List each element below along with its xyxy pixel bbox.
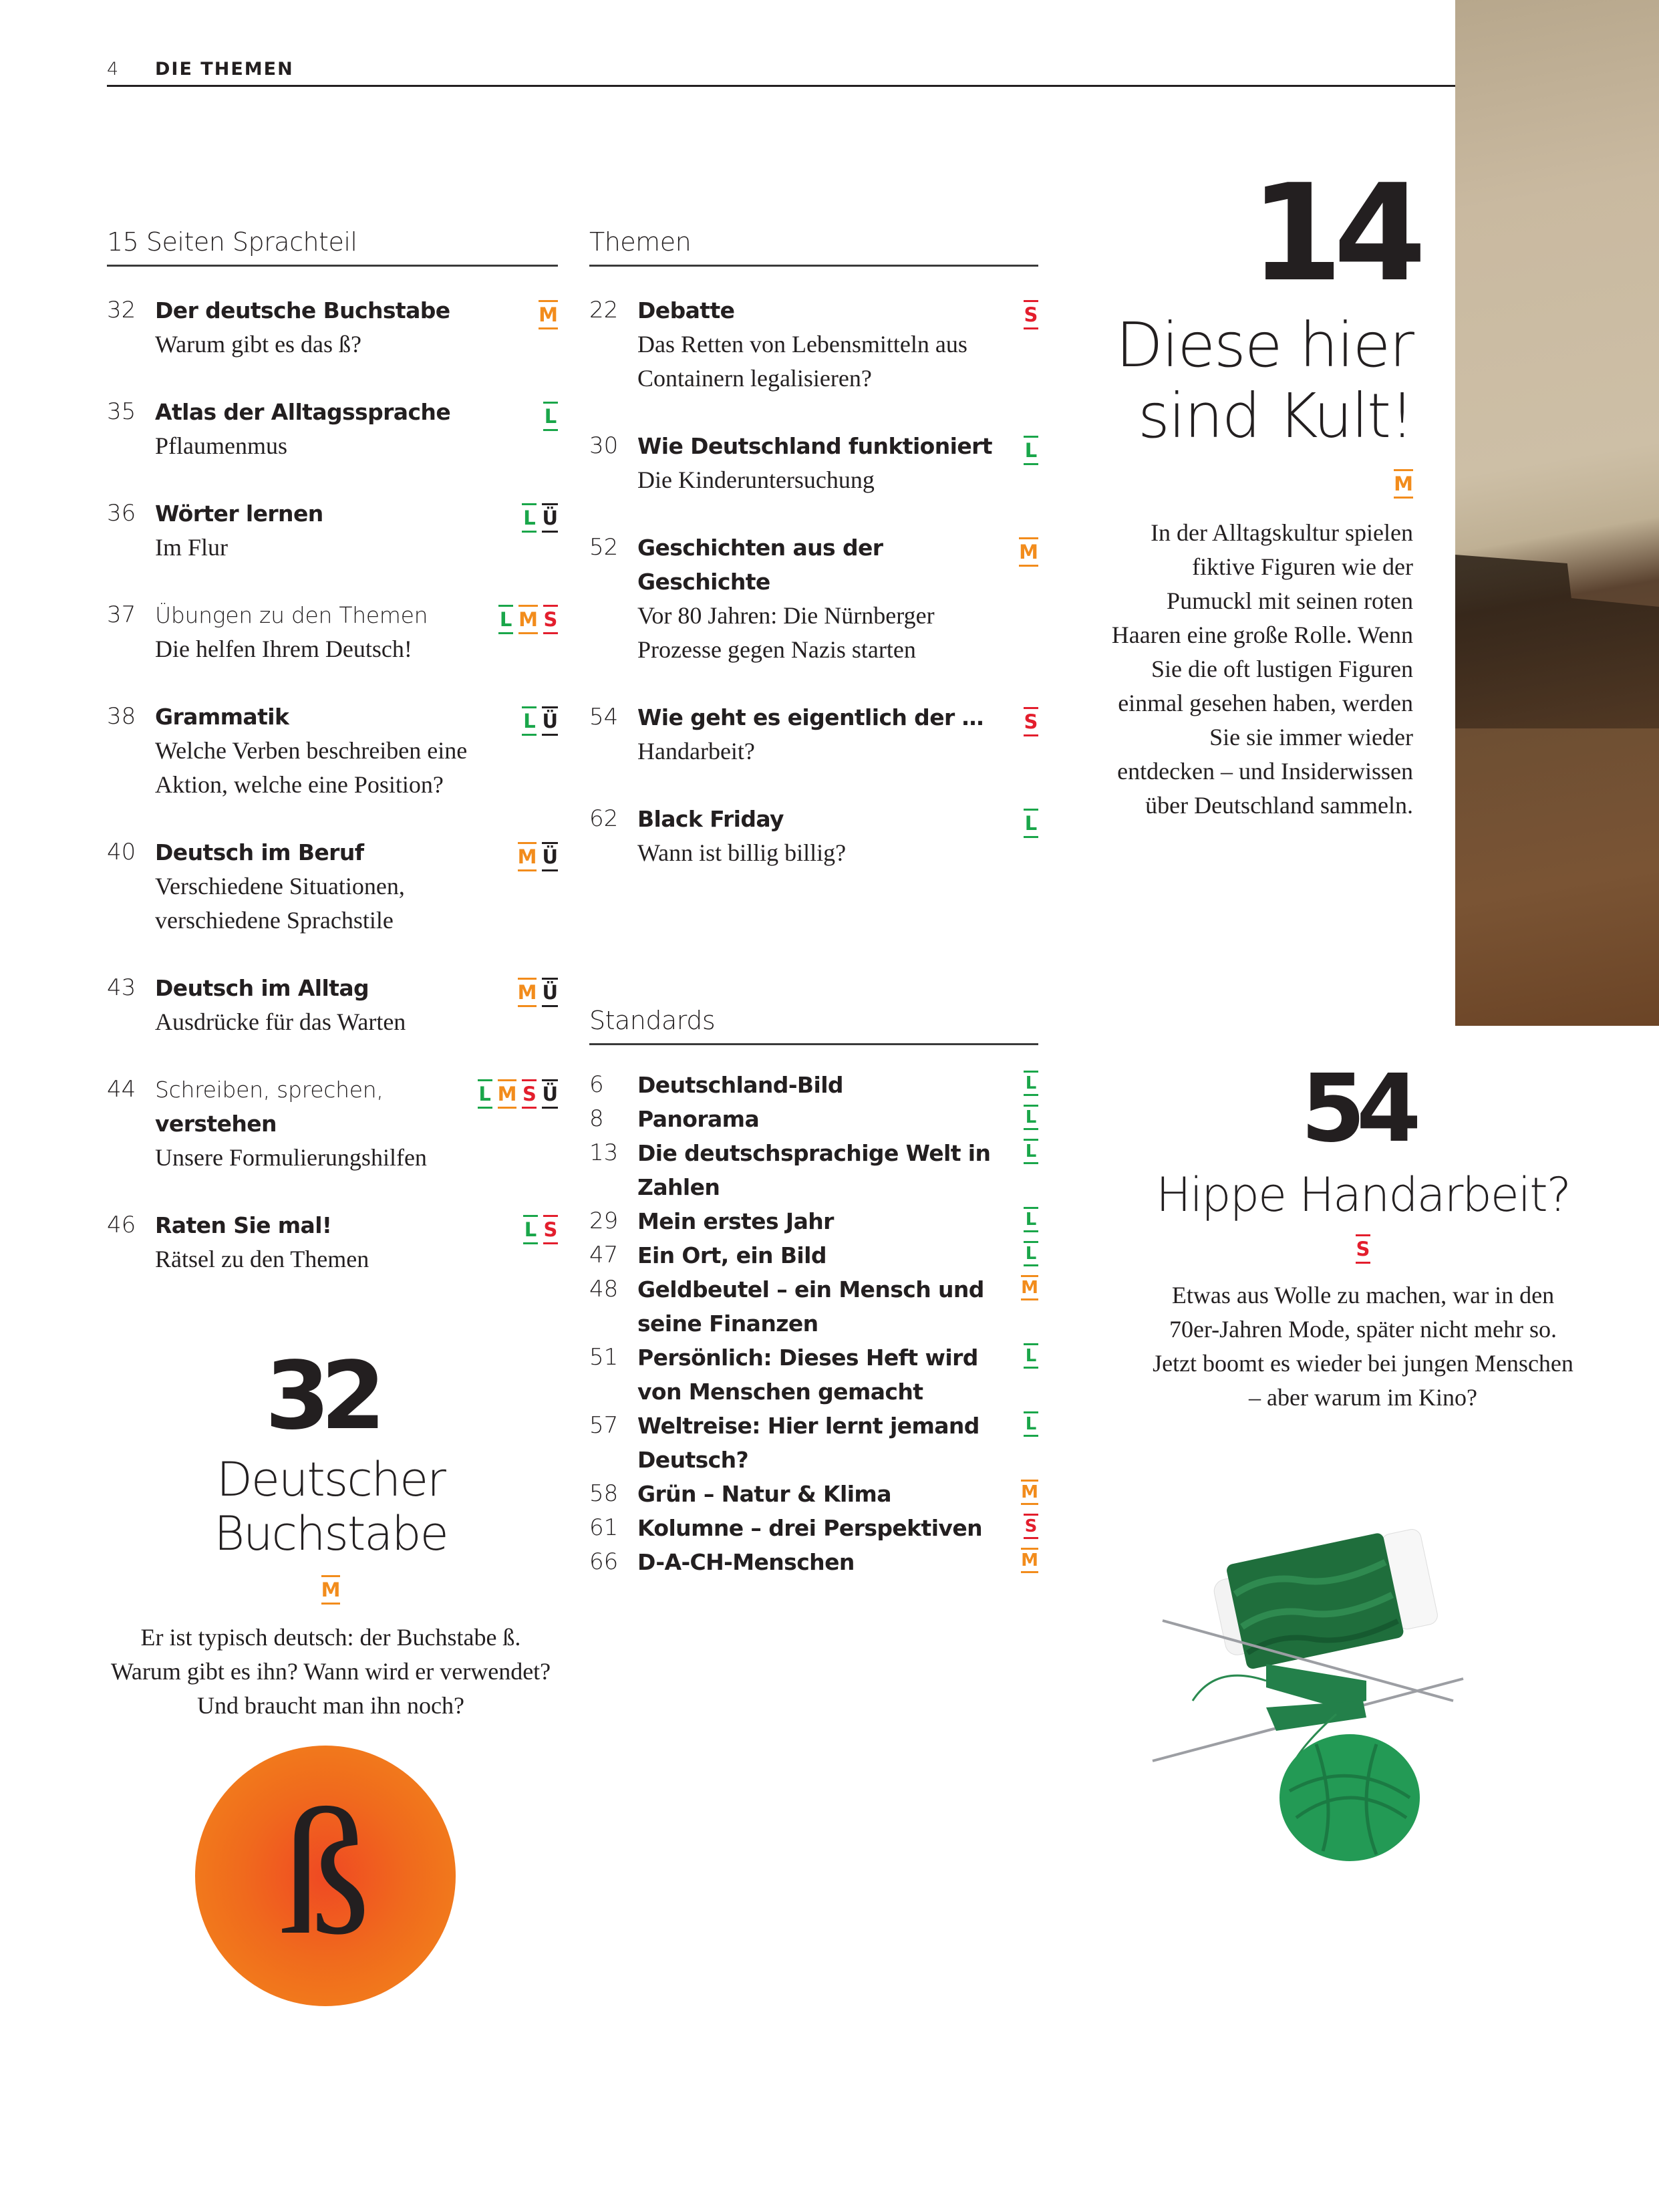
entry-text <box>155 1073 478 1175</box>
level-badges <box>1021 1272 1038 1341</box>
entry-page-number: 62 <box>589 805 619 832</box>
entry-title: Grün – Natur & Klima <box>637 1481 891 1507</box>
entry-title: Schreiben, sprechen, <box>155 1077 384 1103</box>
entry-page-number: 6 <box>589 1071 604 1098</box>
entry-subtitle: Verschiedene Situationen, verschiedene Sprachstile <box>155 873 405 934</box>
themen-entry[interactable] <box>589 531 1038 667</box>
entry-text <box>155 1208 523 1276</box>
entry-subtitle: Die helfen Ihrem Deutsch! <box>155 636 412 662</box>
entry-text <box>155 835 518 938</box>
sprachteil-entry[interactable] <box>107 598 558 666</box>
level-badge-l: L <box>1024 1411 1038 1437</box>
entry-title: Black Friday <box>637 806 784 832</box>
entry-title: Wörter lernen <box>155 501 323 527</box>
feature-buchstabe[interactable] <box>100 1342 561 1723</box>
level-badge-m: M <box>321 1575 341 1605</box>
entry-title: Der deutsche Buchstabe <box>155 297 450 323</box>
level-badge-m: M <box>1021 1480 1038 1505</box>
entry-text <box>155 293 539 362</box>
sprachteil-entry[interactable] <box>107 1073 558 1175</box>
level-badge-l: L <box>1024 1343 1038 1369</box>
standards-entry[interactable] <box>589 1102 1038 1136</box>
entry-title: Panorama <box>637 1106 760 1132</box>
entry-title-bold: verstehen <box>155 1111 277 1137</box>
standards-entry[interactable] <box>589 1238 1038 1272</box>
entry-text <box>637 1136 1024 1204</box>
level-badges <box>539 293 558 362</box>
level-badges <box>1024 293 1038 396</box>
entry-text <box>637 1238 1024 1272</box>
level-badge-l: L <box>1024 1241 1038 1266</box>
standards-entry[interactable] <box>589 1477 1038 1511</box>
entry-subtitle: Unsere Formulierungshilfen <box>155 1144 427 1171</box>
entry-text <box>637 1204 1024 1238</box>
entry-subtitle: Pflaumenmus <box>155 432 287 459</box>
level-badge-ue: Ü <box>542 706 558 736</box>
entry-page-number: 66 <box>589 1548 619 1575</box>
entry-subtitle: Wann ist billig billig? <box>637 839 847 866</box>
knitting-illustration <box>1136 1524 1510 2192</box>
level-badge-l: L <box>1024 1105 1038 1130</box>
level-badges <box>522 700 558 802</box>
entry-subtitle: Vor 80 Jahren: Die Nürnberger Prozesse gegen Nazis starten <box>637 602 935 663</box>
standards-entry[interactable] <box>589 1409 1038 1477</box>
entry-text <box>155 395 543 463</box>
entry-text <box>637 531 1019 667</box>
level-badges <box>1024 1204 1038 1238</box>
page-number: 4 <box>107 59 119 80</box>
entry-title: Kolumne – drei Perspektiven <box>637 1515 982 1541</box>
sprachteil-entry[interactable] <box>107 700 558 802</box>
level-badges <box>1024 1136 1038 1204</box>
entry-page-number: 61 <box>589 1514 619 1541</box>
entry-text <box>155 700 522 802</box>
level-badges <box>1024 802 1038 870</box>
themen-entry[interactable] <box>589 700 1038 769</box>
entry-text <box>637 293 1024 396</box>
sprachteil-entry[interactable] <box>107 1208 558 1276</box>
eszett-icon: ß <box>280 1772 371 1972</box>
entry-subtitle: Handarbeit? <box>637 738 755 765</box>
standards-entry[interactable] <box>589 1272 1038 1341</box>
entry-title: Debatte <box>637 297 735 323</box>
feature-handarbeit-page: 54 <box>1300 1055 1412 1163</box>
entry-text <box>637 1511 1024 1545</box>
entry-title: Deutschland-Bild <box>637 1072 843 1098</box>
level-badges <box>1024 1511 1038 1545</box>
entry-title: D-A-CH-Menschen <box>637 1549 855 1575</box>
level-badge-m: M <box>518 978 537 1007</box>
standards-heading: Standards <box>589 1006 1038 1045</box>
level-badges <box>1019 531 1038 667</box>
entry-subtitle: Warum gibt es das ß? <box>155 331 362 358</box>
entry-subtitle: Das Retten von Lebensmitteln aus Containern legalisieren? <box>637 331 967 392</box>
entry-page-number: 43 <box>107 974 136 1001</box>
entry-title: Mein erstes Jahr <box>637 1208 834 1234</box>
entry-title: Atlas der Alltagssprache <box>155 399 451 425</box>
level-badge-l: L <box>522 706 537 736</box>
level-badge-ue: Ü <box>542 978 558 1007</box>
level-badges <box>523 1208 558 1276</box>
level-badge-l: L <box>522 503 537 533</box>
level-badge-m: M <box>539 300 558 329</box>
entry-text <box>637 700 1024 769</box>
standards-entry[interactable] <box>589 1511 1038 1545</box>
entry-page-number: 35 <box>107 398 136 425</box>
level-badge-m: M <box>498 1079 517 1109</box>
entry-page-number: 54 <box>589 704 619 730</box>
sprachteil-entry[interactable] <box>107 395 558 463</box>
entry-text <box>637 1272 1021 1341</box>
feature-buchstabe-page: 32 <box>265 1342 377 1451</box>
level-badge-l: L <box>1024 809 1038 838</box>
level-badge-l: L <box>498 605 513 634</box>
level-badge-m: M <box>1021 1548 1038 1573</box>
level-badge-l: L <box>543 402 558 431</box>
entry-text <box>637 1102 1024 1136</box>
level-badges <box>518 835 558 938</box>
standards-entry[interactable] <box>589 1136 1038 1204</box>
standards-list <box>589 1068 1038 1579</box>
entry-title: Ein Ort, ein Bild <box>637 1242 826 1268</box>
entry-page-number: 58 <box>589 1480 619 1507</box>
level-badge-s: S <box>1024 1514 1038 1539</box>
feature-kult-title-line2: sind Kult! <box>1137 380 1413 452</box>
entry-title: Geldbeutel – ein Mensch und seine Finanzen <box>637 1276 984 1337</box>
level-badge-l: L <box>523 1215 538 1244</box>
entry-title: Raten Sie mal! <box>155 1212 332 1238</box>
level-badges <box>1021 1545 1038 1579</box>
entry-page-number: 32 <box>107 297 136 323</box>
level-badge-ue: Ü <box>542 842 558 871</box>
entry-text <box>155 971 518 1039</box>
feature-kult-title-line1: Diese hier <box>1115 309 1413 381</box>
themen-entry[interactable] <box>589 429 1038 497</box>
level-badge-s: S <box>543 605 558 634</box>
level-badge-l: L <box>1024 1139 1038 1164</box>
entry-title: Deutsch im Beruf <box>155 839 364 865</box>
entry-subtitle: Die Kinderuntersuchung <box>637 466 875 493</box>
eszett-logo <box>195 1746 456 2006</box>
entry-page-number: 48 <box>589 1276 619 1302</box>
level-badge-l: L <box>478 1079 492 1109</box>
entry-title: Weltreise: Hier lernt jemand Deutsch? <box>637 1413 979 1473</box>
level-badges <box>1024 1102 1038 1136</box>
level-badges <box>1024 429 1038 497</box>
feature-handarbeit[interactable] <box>1136 1055 1590 1415</box>
level-badges <box>518 971 558 1039</box>
entry-text <box>637 1409 1024 1477</box>
standards-entry[interactable] <box>589 1341 1038 1409</box>
sprachteil-entry[interactable] <box>107 497 558 565</box>
feature-buchstabe-title: Deutscher Buchstabe <box>214 1452 448 1561</box>
entry-page-number: 22 <box>589 297 619 323</box>
entry-page-number: 51 <box>589 1344 619 1371</box>
entry-page-number: 44 <box>107 1076 136 1103</box>
feature-kult-text: In der Alltagskultur spielen fiktive Figuren wie der Pumuckl mit seinen roten Haaren eine große Rolle. Wenn Sie die oft lustigen Figuren einmal gesehen haben, werden Sie sie immer wieder entdecken – und Insiderwissen über Deutschland sammeln. <box>1111 519 1413 819</box>
level-badge-l: L <box>1024 436 1038 465</box>
level-badge-s: S <box>522 1079 537 1109</box>
coffee-cup-icon <box>1209 1524 1441 1673</box>
entry-title: Wie geht es eigentlich der … <box>637 704 984 730</box>
entry-title: Geschichten aus der Geschichte <box>637 535 883 595</box>
level-badge-m: M <box>1019 537 1038 567</box>
level-badge-l: L <box>1024 1071 1038 1096</box>
entry-page-number: 29 <box>589 1208 619 1234</box>
entry-subtitle: Rätsel zu den Themen <box>155 1246 369 1272</box>
level-badges <box>1021 1477 1038 1511</box>
entry-page-number: 37 <box>107 601 136 628</box>
sprachteil-entry[interactable] <box>107 293 558 362</box>
level-badge-m: M <box>1021 1275 1038 1300</box>
level-badge-m: M <box>518 605 538 634</box>
entry-subtitle: Im Flur <box>155 534 229 561</box>
themen-heading: Themen <box>589 227 1038 267</box>
level-badge-ue: Ü <box>542 503 558 533</box>
entry-page-number: 47 <box>589 1242 619 1268</box>
level-badges <box>522 497 558 565</box>
entry-page-number: 8 <box>589 1105 604 1132</box>
level-badge-s: S <box>1356 1234 1370 1264</box>
themen-entry[interactable] <box>589 802 1038 870</box>
entry-text <box>637 1477 1021 1511</box>
entry-title: Die deutschsprachige Welt in Zahlen <box>637 1140 991 1200</box>
level-badges <box>1024 1068 1038 1102</box>
feature-buchstabe-text: Er ist typisch deutsch: der Buchstabe ß. Warum gibt es ihn? Wann wird er verwendet? Und braucht man ihn noch? <box>110 1624 551 1719</box>
entry-text <box>637 1545 1021 1579</box>
level-badges <box>478 1073 558 1175</box>
sprachteil-list <box>107 293 558 1276</box>
level-badges <box>1024 700 1038 769</box>
level-badge-m: M <box>518 842 537 871</box>
entry-page-number: 52 <box>589 534 619 561</box>
header-divider <box>107 85 1455 87</box>
entry-page-number: 57 <box>589 1412 619 1439</box>
standards-column <box>589 1006 1038 1579</box>
entry-text <box>637 429 1024 497</box>
standards-entry[interactable] <box>589 1204 1038 1238</box>
feature-kult-title <box>1096 310 1413 452</box>
entry-title: Persönlich: Dieses Heft wird von Menschen gemacht <box>637 1345 978 1405</box>
entry-text <box>155 497 522 565</box>
feature-kult-page: 14 <box>1249 156 1417 311</box>
entry-page-number: 40 <box>107 839 136 865</box>
level-badges <box>543 395 558 463</box>
level-badges <box>1024 1409 1038 1477</box>
entry-page-number: 46 <box>107 1212 136 1238</box>
entry-subtitle: Ausdrücke für das Warten <box>155 1008 406 1035</box>
level-badges <box>498 598 558 666</box>
level-badge-ue: Ü <box>542 1079 558 1109</box>
entry-title: Wie Deutschland funktioniert <box>637 433 992 459</box>
section-title: DIE THEMEN <box>155 59 294 80</box>
level-badge-s: S <box>543 1215 558 1244</box>
entry-subtitle: Welche Verben beschreiben eine Aktion, welche eine Position? <box>155 737 468 798</box>
sprachteil-column <box>107 227 558 1310</box>
entry-text <box>637 1341 1024 1409</box>
sprachteil-entry[interactable] <box>107 971 558 1039</box>
feature-kult[interactable] <box>1096 156 1417 823</box>
entry-title: Übungen zu den Themen <box>155 602 428 628</box>
entry-title: Deutsch im Alltag <box>155 975 369 1001</box>
level-badge-m: M <box>1394 469 1413 499</box>
level-badges <box>1024 1341 1038 1409</box>
feature-handarbeit-title: Hippe Handarbeit? <box>1156 1167 1570 1222</box>
themen-entry[interactable] <box>589 293 1038 396</box>
sprachteil-entry[interactable] <box>107 835 558 938</box>
entry-title: Grammatik <box>155 704 289 730</box>
feature-photo-kult <box>1455 0 1659 1026</box>
level-badge-l: L <box>1024 1207 1038 1232</box>
sprachteil-heading: 15 Seiten Sprachteil <box>107 227 558 267</box>
level-badge-s: S <box>1024 300 1038 329</box>
standards-entry[interactable] <box>589 1068 1038 1102</box>
entry-text <box>637 1068 1024 1102</box>
entry-page-number: 13 <box>589 1139 619 1166</box>
themen-list <box>589 293 1038 870</box>
level-badges <box>1024 1238 1038 1272</box>
feature-handarbeit-text: Etwas aus Wolle zu machen, war in den 70er-Jahren Mode, später nicht mehr so. Jetzt boomt es wieder bei jungen Menschen – aber warum im Kino? <box>1153 1281 1573 1411</box>
entry-text <box>637 802 1024 870</box>
entry-page-number: 38 <box>107 703 136 730</box>
entry-page-number: 36 <box>107 500 136 527</box>
standards-entry[interactable] <box>589 1545 1038 1579</box>
themen-column <box>589 227 1038 904</box>
entry-text <box>155 598 498 666</box>
level-badge-s: S <box>1024 707 1038 736</box>
entry-page-number: 30 <box>589 432 619 459</box>
